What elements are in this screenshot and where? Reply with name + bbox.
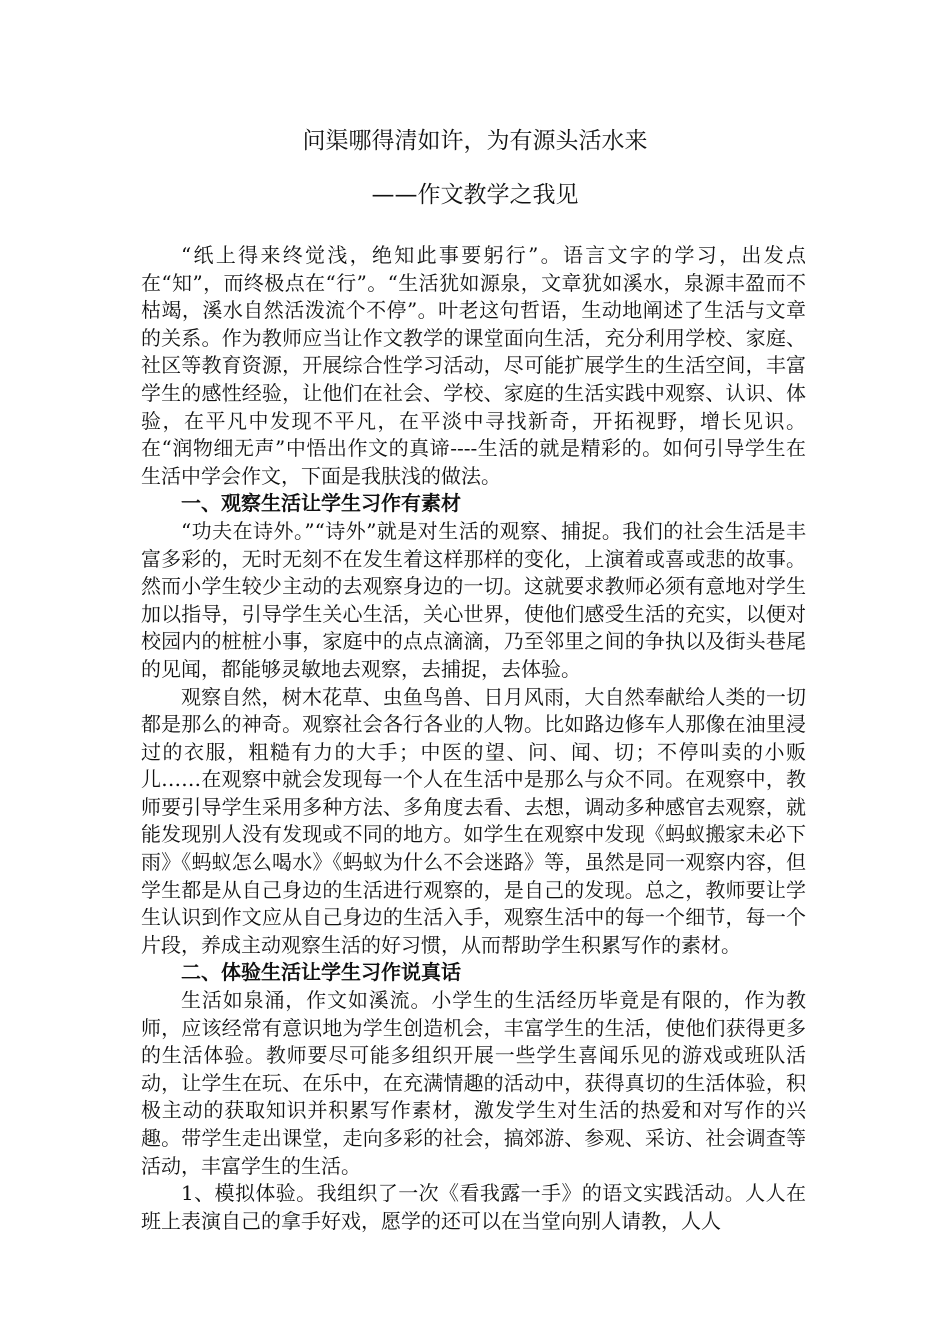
document-body	[141, 242, 806, 1235]
paragraph-observe-1: “功夫在诗外。”“诗外”就是对生活的观察、捕捉。我们的社会生活是丰富多彩的，无时无刻不在发生着这样那样的变化，上演着或喜或悲的故事。然而小学生较少主动的去观察身边的一切。这就要求教师必须有意地对学生加以指导，引导学生关心生活，关心世界，使他们感受生活的充实，以便对校园内的桩桩小事，家庭中的点点滴滴，乃至邻里之间的争执以及街头巷尾的见闻，都能够灵敏地去观察，去捕捉，去体验。	[141, 518, 806, 681]
section-heading-experience: 二、体验生活让学生习作说真话	[181, 960, 461, 985]
document-title: 问渠哪得清如许，为有源头活水来	[302, 128, 648, 154]
section-heading-observe: 一、观察生活让学生习作有素材	[181, 491, 461, 516]
document-subtitle: ——作文教学之我见	[371, 182, 579, 208]
paragraph-experience-1: 生活如泉涌，作文如溪流。小学生的生活经历毕竟是有限的，作为教师，应该经常有意识地为学生创造机会，丰富学生的生活，使他们获得更多的生活体验。教师要尽可能多组织开展一些学生喜闻乐见的游戏或班队活动，让学生在玩、在乐中，在充满情趣的活动中，获得真切的生活体验，积极主动的获取知识并积累写作素材，激发学生对生活的热爱和对写作的兴趣。带学生走出课堂，走向多彩的社会，搞郊游、参观、采访、社会调查等活动，丰富学生的生活。	[141, 988, 806, 1178]
paragraph-observe-2: 观察自然，树木花草、虫鱼鸟兽、日月风雨，大自然奉献给人类的一切都是那么的神奇。观察社会各行各业的人物。比如路边修车人那像在油里浸过的衣服，粗糙有力的大手；中医的望、问、闻、切；不停叫卖的小贩儿……在观察中就会发现每一个人在生活中是那么与众不同。在观察中，教师要引导学生采用多种方法、多角度去看、去想，调动多种感官去观察，就能发现别人没有发现或不同的地方。如学生在观察中发现《蚂蚁搬家未必下雨》《蚂蚁怎么喝水》《蚂蚁为什么不会迷路》等，虽然是同一观察内容，但学生都是从自己身边的生活进行观察的，是自己的发现。总之，教师要让学生认识到作文应从自己身边的生活入手，观察生活中的每一个细节，每一个片段，养成主动观察生活的好习惯，从而帮助学生积累写作的素材。	[141, 684, 806, 957]
paragraph-intro: “纸上得来终觉浅，绝知此事要躬行”。语言文字的学习，出发点在“知”，而终极点在“行”。“生活犹如源泉，文章犹如溪水，泉源丰盈而不枯竭，溪水自然活泼流个不停”。叶老这句哲语，生动地阐述了生活与文章的关系。作为教师应当让作文教学的课堂面向生活，充分利用学校、家庭、社区等教育资源，开展综合性学习活动，尽可能扩展学生的生活空间，丰富学生的感性经验，让他们在社会、学校、家庭的生活实践中观察、认识、体验，在平凡中发现不平凡，在平淡中寻找新奇，开拓视野，增长见识。在“润物细无声”中悟出作文的真谛----生活的就是精彩的。如何引导学生在生活中学会作文，下面是我肤浅的做法。	[141, 243, 806, 488]
paragraph-experience-2: 1、模拟体验。我组织了一次《看我露一手》的语文实践活动。人人在班上表演自己的拿手好戏，愿学的还可以在当堂向别人请教，人人	[141, 1181, 806, 1233]
